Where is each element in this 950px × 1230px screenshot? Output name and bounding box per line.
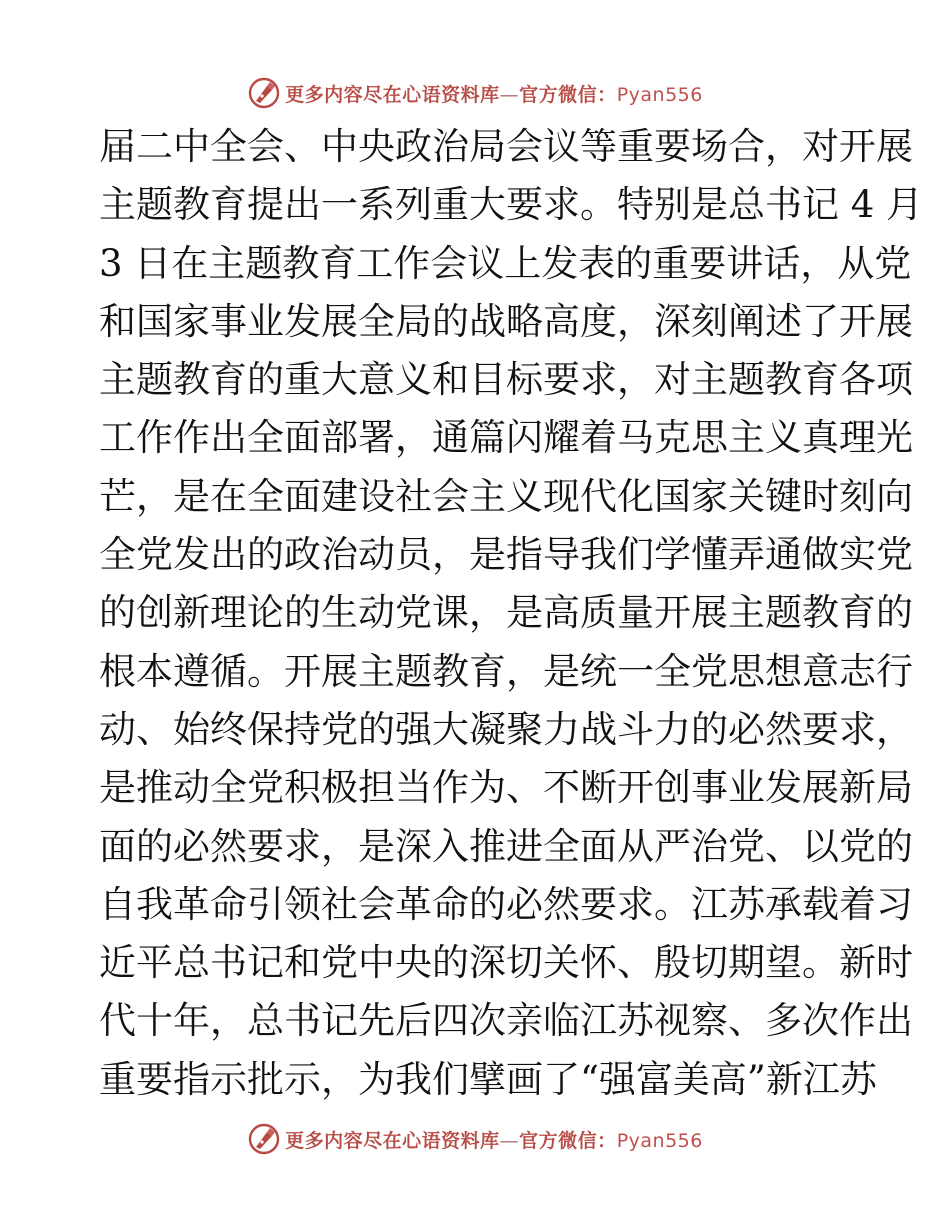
text-line: 自我革命引领社会革命的必然要求。江苏承载着习 [99,882,913,926]
watermark-wechat-label: 官方微信： [519,83,617,106]
text-line: 重要指示批示，为我们擘画了“强富美高”新江苏 [99,1057,877,1101]
text-line: 工作作出全面部署，通篇闪耀着马克思主义真理光 [99,416,913,460]
watermark-wechat-label: 官方微信： [519,1129,617,1152]
header-watermark [0,73,950,113]
pen-nib-logo-icon [247,1122,281,1156]
watermark-text [285,1126,703,1153]
text-line: 代十年，总书记先后四次亲临江苏视察、多次作出 [99,999,913,1043]
watermark-main-text: 更多内容尽在心语资料库 [285,83,500,106]
text-line: 面的必然要求，是深入推进全面从严治党、以党的 [99,824,913,868]
text-line: 近平总书记和党中央的深切关怀、殷切期望。新时 [99,941,913,985]
document-body [99,118,924,1109]
text-line: 动、始终保持党的强大凝聚力战斗力的必然要求， [99,707,913,751]
text-line: 和国家事业发展全局的战略高度，深刻阐述了开展 [99,299,913,343]
text-line: 届二中全会、中央政治局会议等重要场合，对开展 [99,125,913,168]
text-line: 的创新理论的生动党课，是高质量开展主题教育的 [99,591,913,635]
pen-nib-logo-icon [247,76,281,110]
watermark-main-text: 更多内容尽在心语资料库 [285,1129,500,1152]
watermark-separator: — [499,1129,520,1152]
text-line: 3 日在主题教育工作会议上发表的重要讲话，从党 [99,241,912,285]
footer-watermark [0,1119,950,1159]
text-line: 芒，是在全面建设社会主义现代化国家关键时刻向 [99,474,913,518]
watermark-separator: — [499,83,520,106]
text-line: 是推动全党积极担当作为、不断开创事业发展新局 [99,766,913,810]
watermark-wechat-id: Pyan556 [616,1129,703,1152]
watermark-wechat-id: Pyan556 [616,83,703,106]
text-line: 主题教育提出一系列重大要求。特别是总书记 4 月 [99,183,924,227]
text-line: 主题教育的重大意义和目标要求，对主题教育各项 [99,358,913,402]
text-line: 全党发出的政治动员，是指导我们学懂弄通做实党 [99,533,913,577]
watermark-text [285,80,703,107]
text-line: 根本遵循。开展主题教育，是统一全党思想意志行 [99,649,913,693]
